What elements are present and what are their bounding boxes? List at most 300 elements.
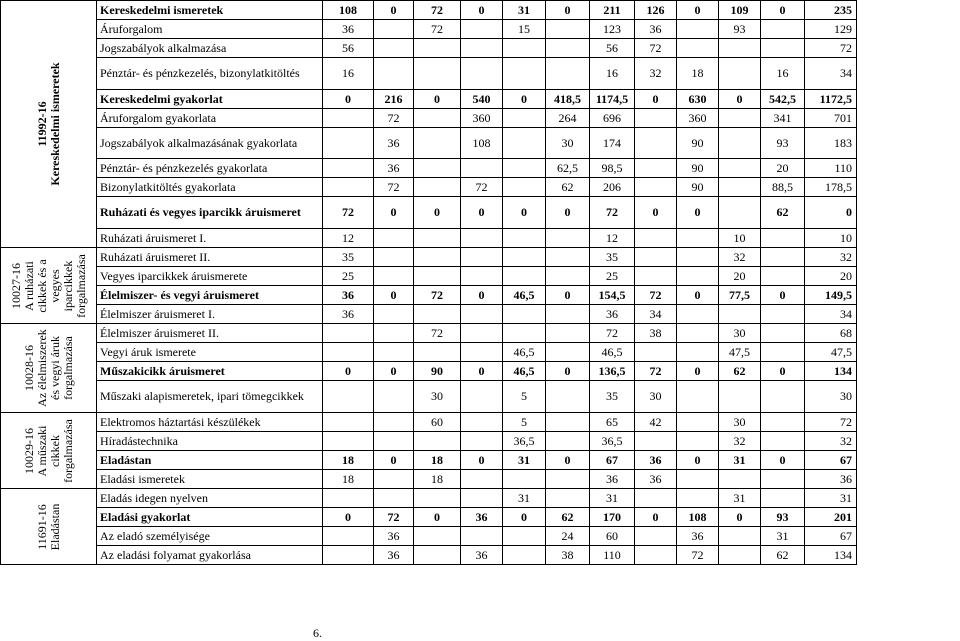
hour-cell: [761, 305, 805, 324]
hour-cell: 0: [677, 1, 719, 20]
subject-name: Élelmiszer áruismeret I.: [97, 305, 323, 324]
hour-cell: 32: [805, 248, 857, 267]
hour-cell: [414, 229, 461, 248]
hour-cell: [503, 128, 546, 159]
hour-cell: [414, 267, 461, 286]
hour-cell: 36,5: [503, 432, 546, 451]
hour-cell: 34: [805, 58, 857, 90]
table-row: [1, 508, 857, 527]
subject-name: Áruforgalom gyakorlata: [97, 109, 323, 128]
table-row: [1, 343, 857, 362]
hour-cell: [546, 305, 590, 324]
subject-name: Műszaki alapismeretek, ipari tömegcikkek: [97, 381, 323, 413]
table-row: [1, 39, 857, 58]
table-row: [1, 159, 857, 178]
hour-cell: [635, 527, 677, 546]
hour-cell: 216: [374, 90, 414, 109]
hour-cell: [503, 159, 546, 178]
module-code: 10027-16: [8, 262, 23, 309]
hour-cell: [635, 248, 677, 267]
hour-cell: [503, 248, 546, 267]
hour-cell: [461, 381, 503, 413]
hour-cell: 62: [719, 362, 761, 381]
hour-cell: [635, 229, 677, 248]
hour-cell: [374, 413, 414, 432]
hour-cell: 183: [805, 128, 857, 159]
module-name: Eladástan: [47, 503, 62, 550]
module-label: [36, 4, 62, 245]
hour-cell: 72: [323, 197, 374, 229]
module-label: [10, 251, 88, 321]
hour-cell: 36: [805, 470, 857, 489]
hour-cell: [414, 178, 461, 197]
hour-cell: [761, 324, 805, 343]
hour-cell: 72: [374, 178, 414, 197]
module-code: 10029-16: [21, 427, 36, 474]
hour-cell: [761, 20, 805, 39]
hour-cell: [461, 58, 503, 90]
hour-cell: 93: [761, 128, 805, 159]
hour-cell: 90: [677, 178, 719, 197]
table-row: [1, 286, 857, 305]
hour-cell: 0: [374, 362, 414, 381]
subject-name: Eladástan: [97, 451, 323, 470]
hour-cell: 31: [590, 489, 635, 508]
hour-cell: [635, 128, 677, 159]
hour-cell: 47,5: [719, 343, 761, 362]
hour-cell: [461, 470, 503, 489]
hour-cell: 35: [590, 248, 635, 267]
hour-cell: [635, 109, 677, 128]
hour-cell: 30: [414, 381, 461, 413]
hour-cell: 0: [546, 362, 590, 381]
hour-cell: 0: [677, 451, 719, 470]
table-row: [1, 267, 857, 286]
module-name: Az élelmiszerek és vegyi áruk forgalmazása: [34, 329, 75, 407]
hour-cell: 0: [677, 197, 719, 229]
subject-name: Ruházati áruismeret II.: [97, 248, 323, 267]
hour-cell: 93: [719, 20, 761, 39]
hour-cell: 360: [677, 109, 719, 128]
hour-cell: 0: [761, 286, 805, 305]
hour-cell: [719, 470, 761, 489]
hour-cell: 264: [546, 109, 590, 128]
hour-cell: 47,5: [805, 343, 857, 362]
subject-name: Kereskedelmi ismeretek: [97, 1, 323, 20]
hour-cell: [374, 305, 414, 324]
hour-cell: 235: [805, 1, 857, 20]
hour-cell: 0: [461, 451, 503, 470]
hour-cell: 35: [590, 381, 635, 413]
table-row: [1, 381, 857, 413]
hour-cell: [323, 489, 374, 508]
hour-cell: [546, 324, 590, 343]
hour-cell: 24: [546, 527, 590, 546]
hour-cell: [546, 470, 590, 489]
subject-name: Eladási gyakorlat: [97, 508, 323, 527]
hour-cell: [414, 489, 461, 508]
hour-cell: 206: [590, 178, 635, 197]
table-row: [1, 178, 857, 197]
hour-cell: [677, 343, 719, 362]
hour-cell: [323, 159, 374, 178]
hour-cell: [374, 470, 414, 489]
hour-cell: [414, 128, 461, 159]
hour-cell: 62,5: [546, 159, 590, 178]
hour-cell: 36: [374, 128, 414, 159]
hour-cell: [461, 39, 503, 58]
hour-cell: [374, 432, 414, 451]
module-cell: [1, 489, 97, 565]
hour-cell: 0: [503, 197, 546, 229]
table-row: [1, 248, 857, 267]
hour-cell: 72: [635, 39, 677, 58]
subject-name: Áruforgalom: [97, 20, 323, 39]
hour-cell: 46,5: [503, 362, 546, 381]
hour-cell: 0: [414, 90, 461, 109]
hour-cell: [461, 248, 503, 267]
hour-cell: [461, 527, 503, 546]
hour-cell: [761, 267, 805, 286]
hour-cell: 31: [503, 489, 546, 508]
hour-cell: 36: [323, 305, 374, 324]
hour-cell: 20: [719, 267, 761, 286]
hour-cell: 90: [414, 362, 461, 381]
hour-cell: 67: [805, 527, 857, 546]
hour-cell: 108: [461, 128, 503, 159]
hour-cell: [677, 432, 719, 451]
subject-name: Az eladási folyamat gyakorlása: [97, 546, 323, 565]
hour-cell: [323, 546, 374, 565]
hour-cell: 0: [635, 90, 677, 109]
hour-cell: 0: [503, 508, 546, 527]
subject-name: Bizonylatkitöltés gyakorlata: [97, 178, 323, 197]
hour-cell: 30: [546, 128, 590, 159]
hour-cell: 110: [590, 546, 635, 565]
hour-cell: [546, 413, 590, 432]
hour-cell: 126: [635, 1, 677, 20]
page-number: 6.: [313, 626, 322, 640]
hour-cell: [323, 432, 374, 451]
subject-name: Élelmiszer áruismeret II.: [97, 324, 323, 343]
hour-cell: 32: [805, 432, 857, 451]
hour-cell: 98,5: [590, 159, 635, 178]
hour-cell: 72: [414, 324, 461, 343]
hour-cell: 25: [323, 267, 374, 286]
hour-cell: 0: [323, 362, 374, 381]
hour-cell: [461, 489, 503, 508]
hour-cell: [374, 381, 414, 413]
hour-cell: 30: [805, 381, 857, 413]
module-name: A műszaki cikkek forgalmazása: [34, 418, 75, 483]
hour-cell: 60: [414, 413, 461, 432]
hour-cell: 30: [719, 413, 761, 432]
hour-cell: [719, 128, 761, 159]
hour-cell: 90: [677, 159, 719, 178]
hour-cell: 108: [677, 508, 719, 527]
hour-cell: [323, 527, 374, 546]
hour-cell: 67: [590, 451, 635, 470]
table-row: [1, 20, 857, 39]
subject-name: Vegyi áruk ismerete: [97, 343, 323, 362]
hour-cell: [374, 20, 414, 39]
hour-cell: [719, 305, 761, 324]
module-cell: [1, 1, 97, 248]
hour-cell: [677, 489, 719, 508]
hour-cell: 72: [635, 362, 677, 381]
hour-cell: 0: [546, 286, 590, 305]
hour-cell: 68: [805, 324, 857, 343]
hour-cell: 56: [590, 39, 635, 58]
hour-cell: 0: [374, 197, 414, 229]
hour-cell: 0: [761, 451, 805, 470]
hour-cell: [503, 305, 546, 324]
hour-cell: 134: [805, 362, 857, 381]
hour-cell: 0: [414, 197, 461, 229]
hour-cell: 12: [590, 229, 635, 248]
hour-cell: 38: [546, 546, 590, 565]
hour-cell: 201: [805, 508, 857, 527]
hour-cell: 30: [635, 381, 677, 413]
hour-cell: 62: [761, 546, 805, 565]
hour-cell: 72: [590, 197, 635, 229]
hour-cell: 56: [323, 39, 374, 58]
hour-cell: [546, 343, 590, 362]
hour-cell: 60: [590, 527, 635, 546]
hour-cell: [414, 546, 461, 565]
hour-cell: 72: [461, 178, 503, 197]
hour-cell: 32: [635, 58, 677, 90]
hour-cell: [503, 178, 546, 197]
hour-cell: 0: [546, 451, 590, 470]
hour-cell: 211: [590, 1, 635, 20]
hour-cell: 18: [414, 451, 461, 470]
hour-cell: [414, 432, 461, 451]
hour-cell: 93: [761, 508, 805, 527]
hour-cell: 630: [677, 90, 719, 109]
subject-name: Pénztár- és pénzkezelés gyakorlata: [97, 159, 323, 178]
hour-cell: 18: [323, 470, 374, 489]
hour-cell: 0: [461, 197, 503, 229]
hour-cell: 341: [761, 109, 805, 128]
hour-cell: [635, 267, 677, 286]
hour-cell: [719, 109, 761, 128]
hour-cell: [677, 381, 719, 413]
subject-name: Kereskedelmi gyakorlat: [97, 90, 323, 109]
hour-cell: 72: [805, 413, 857, 432]
hour-cell: [635, 159, 677, 178]
hour-cell: 77,5: [719, 286, 761, 305]
hour-cell: [374, 58, 414, 90]
table-row: [1, 1, 857, 20]
hour-cell: 46,5: [503, 286, 546, 305]
hour-cell: [546, 58, 590, 90]
hour-cell: 72: [677, 546, 719, 565]
hour-cell: 46,5: [590, 343, 635, 362]
subject-name: Ruházati és vegyes iparcikk áruismeret: [97, 197, 323, 229]
hour-cell: [719, 197, 761, 229]
hour-cell: 0: [461, 1, 503, 20]
hour-cell: 0: [374, 286, 414, 305]
hour-cell: 0: [323, 90, 374, 109]
hour-cell: [761, 229, 805, 248]
hour-cell: [461, 305, 503, 324]
hour-cell: [719, 546, 761, 565]
hour-cell: 20: [761, 159, 805, 178]
hour-cell: [503, 546, 546, 565]
hour-cell: 36: [635, 451, 677, 470]
subject-name: Ruházati áruismeret I.: [97, 229, 323, 248]
hour-cell: 31: [719, 489, 761, 508]
hour-cell: [374, 229, 414, 248]
subject-name: Jogszabályok alkalmazásának gyakorlata: [97, 128, 323, 159]
hour-cell: 18: [323, 451, 374, 470]
hour-cell: 36: [635, 470, 677, 489]
hour-cell: 36: [677, 527, 719, 546]
hour-cell: 15: [503, 20, 546, 39]
hour-cell: 46,5: [503, 343, 546, 362]
hour-cell: [546, 39, 590, 58]
hour-cell: [677, 248, 719, 267]
hour-cell: 540: [461, 90, 503, 109]
hour-cell: [503, 39, 546, 58]
hour-cell: [503, 470, 546, 489]
hour-cell: 10: [719, 229, 761, 248]
hour-cell: 134: [805, 546, 857, 565]
table-row: [1, 451, 857, 470]
hour-cell: 129: [805, 20, 857, 39]
hour-cell: 0: [546, 197, 590, 229]
hour-cell: [503, 267, 546, 286]
subject-name: Pénztár- és pénzkezelés, bizonylatkitöltés: [97, 58, 323, 90]
hour-cell: [461, 343, 503, 362]
hour-cell: 1172,5: [805, 90, 857, 109]
hour-cell: [374, 324, 414, 343]
hour-cell: [461, 20, 503, 39]
hour-cell: 36: [461, 508, 503, 527]
hour-cell: 0: [761, 362, 805, 381]
hour-cell: 149,5: [805, 286, 857, 305]
hour-cell: 72: [374, 508, 414, 527]
table-row: [1, 546, 857, 565]
table-row: [1, 432, 857, 451]
module-code: 11992-16: [34, 101, 49, 147]
hour-cell: [719, 39, 761, 58]
hour-cell: [761, 432, 805, 451]
hour-cell: 34: [805, 305, 857, 324]
hour-cell: [414, 159, 461, 178]
subject-name: Elektromos háztartási készülékek: [97, 413, 323, 432]
subject-name: Híradástechnika: [97, 432, 323, 451]
hour-cell: [677, 324, 719, 343]
hour-cell: 36: [374, 546, 414, 565]
hour-cell: 0: [761, 1, 805, 20]
hour-cell: 0: [374, 1, 414, 20]
table-row: [1, 90, 857, 109]
hour-cell: [461, 267, 503, 286]
hour-cell: [503, 324, 546, 343]
hour-cell: [761, 489, 805, 508]
hour-cell: 36: [590, 305, 635, 324]
subject-name: Eladás idegen nyelven: [97, 489, 323, 508]
hour-cell: [374, 248, 414, 267]
table-row: [1, 128, 857, 159]
hour-cell: 178,5: [805, 178, 857, 197]
hour-cell: [677, 229, 719, 248]
hour-cell: 62: [761, 197, 805, 229]
hour-cell: 25: [590, 267, 635, 286]
hour-cell: 0: [323, 508, 374, 527]
hour-cell: [546, 489, 590, 508]
hour-cell: 0: [461, 286, 503, 305]
hour-cell: 30: [719, 324, 761, 343]
subject-name: Eladási ismeretek: [97, 470, 323, 489]
module-label: [23, 416, 75, 486]
hour-cell: 31: [503, 1, 546, 20]
table-row: [1, 305, 857, 324]
hour-cell: [761, 470, 805, 489]
hour-cell: 36: [590, 470, 635, 489]
hour-cell: [677, 20, 719, 39]
subject-name: Élelmiszer- és vegyi áruismeret: [97, 286, 323, 305]
hour-cell: [635, 546, 677, 565]
hour-cell: 31: [719, 451, 761, 470]
hour-cell: 31: [805, 489, 857, 508]
hour-cell: [414, 248, 461, 267]
hour-cell: 36: [635, 20, 677, 39]
hour-cell: 72: [590, 324, 635, 343]
module-name: Kereskedelmi ismeretek: [47, 62, 62, 186]
hour-cell: 0: [635, 197, 677, 229]
hour-cell: 16: [590, 58, 635, 90]
hour-cell: 110: [805, 159, 857, 178]
hour-cell: 67: [805, 451, 857, 470]
hour-cell: 32: [719, 248, 761, 267]
hour-cell: [677, 305, 719, 324]
hour-cell: 72: [414, 20, 461, 39]
hour-cell: 18: [414, 470, 461, 489]
hour-cell: [374, 267, 414, 286]
hour-cell: 0: [677, 286, 719, 305]
subject-name: Jogszabályok alkalmazása: [97, 39, 323, 58]
hour-cell: [461, 324, 503, 343]
module-cell: [1, 248, 97, 324]
hour-cell: [461, 432, 503, 451]
hour-cell: [677, 470, 719, 489]
hour-cell: [374, 39, 414, 58]
hour-cell: 0: [719, 508, 761, 527]
hour-cell: 0: [503, 90, 546, 109]
module-cell: [1, 324, 97, 413]
hour-cell: [323, 381, 374, 413]
hour-cell: 20: [805, 267, 857, 286]
hour-cell: [414, 343, 461, 362]
hour-cell: 418,5: [546, 90, 590, 109]
hour-cell: 360: [461, 109, 503, 128]
table-row: [1, 489, 857, 508]
hour-cell: 0: [677, 362, 719, 381]
hour-cell: 16: [761, 58, 805, 90]
hour-cell: 108: [323, 1, 374, 20]
hour-cell: 72: [414, 286, 461, 305]
table-row: [1, 470, 857, 489]
hour-cell: 31: [761, 527, 805, 546]
hour-cell: [414, 305, 461, 324]
hour-cell: [414, 39, 461, 58]
hour-cell: [414, 58, 461, 90]
table-row: [1, 362, 857, 381]
hour-cell: 0: [546, 1, 590, 20]
